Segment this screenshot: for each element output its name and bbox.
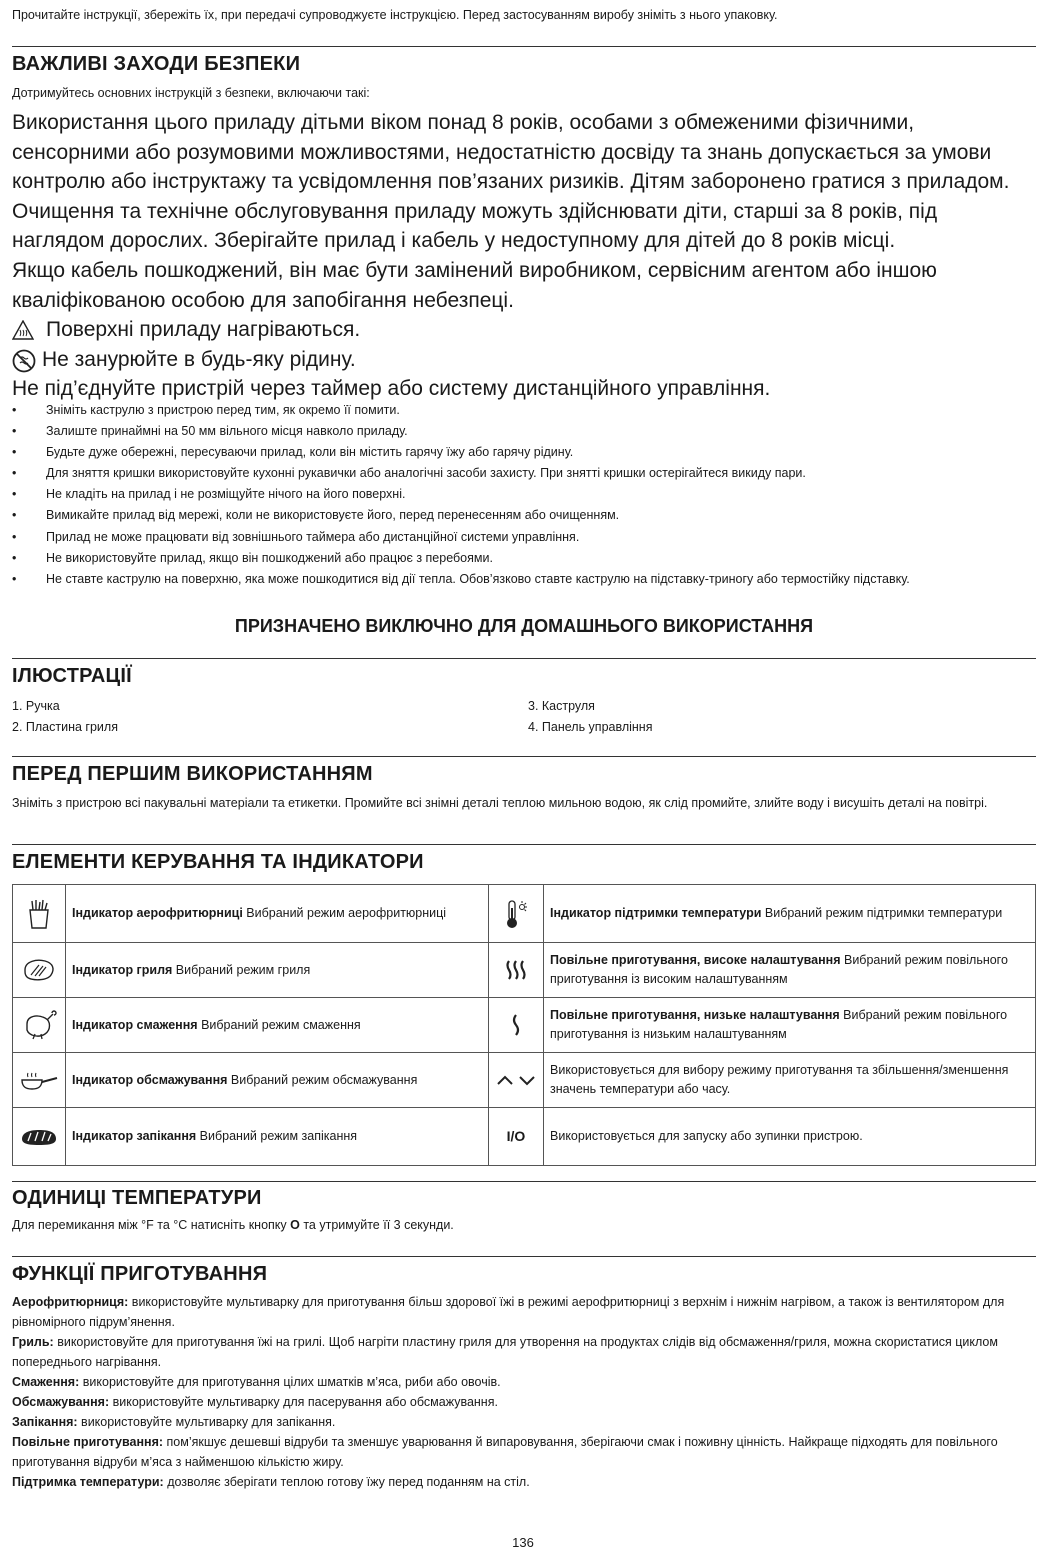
no-immerse-icon [12,349,36,373]
warning-line: Використання цього приладу дітьми віком понад 8 років, особами з обмеженими фізичними, [12,111,915,134]
divider [12,658,1036,659]
divider [12,1256,1036,1257]
frying-pan-icon [19,1068,59,1092]
safety-bullets [12,403,1036,593]
power-icon: I/O [506,1127,526,1144]
chicken-icon [21,1010,57,1040]
heat-low-icon [509,1012,523,1038]
before-use-text: Зніміть з пристрою всі пакувальні матеріали та етикетки. Промийте всі знімні деталі теплою мильною водою, як слід промийте, злийте воду і висушіть деталі на повітрі. [12,796,988,810]
table-cell [489,1108,544,1166]
list-item: • Будьте дуже обережні, пересуваючи прилад, коли він містить гарячу їжу або гарячу рідину. [12,445,574,460]
hot-surface-icon [12,320,34,340]
list-item: Гриль: використовуйте для приготування їжі на грилі. Щоб нагріти пластину гриля для утворення на продуктах слідів від обсмаження/гриля, можна скористатися циклом попереднього нагрівання. [12,1335,998,1369]
table-cell: Індикатор гриля Вибраний режим гриля [66,943,489,998]
illustrations-col-1 [12,696,118,738]
table-cell [13,1108,66,1166]
table-cell [13,943,66,998]
list-item: 2. Пластина гриля [12,720,118,734]
table-cell: Повільне приготування, низьке налаштування Вибраний режим повільного приготування із низьким налаштуванням [544,998,1036,1053]
safety-heading: ВАЖЛИВІ ЗАХОДИ БЕЗПЕКИ [12,53,301,75]
list-item: Смаження: використовуйте для приготування цілих шматків м’яса, риби або овочів. [12,1375,501,1389]
bread-icon [19,1127,59,1147]
list-item: • Не ставте каструлю на поверхню, яка може пошкодитися від дії тепла. Обов’язково ставте каструлю на підставку-триногу або термостійку підставку. [12,571,910,586]
o-button-label: O [290,1218,300,1232]
table-cell: Індикатор підтримки температури Вибраний режим підтримки температури [544,885,1036,943]
up-down-arrows-icon [495,1073,537,1087]
list-item: • Не використовуйте прилад, якщо він пошкоджений або працює з перебоями. [12,550,493,565]
intro-text: Прочитайте інструкції, збережіть їх, при передачі супроводжуєте інструкцією. Перед застосуванням виробу зніміть з нього упаковку. [12,8,778,22]
list-item: 4. Панель управління [528,720,653,734]
table-row [13,1053,1036,1108]
table-cell: Індикатор смаження Вибраний режим смаження [66,998,489,1053]
temp-units-text: Для перемикання між °F та °C натисніть кнопку O та утримуйте її 3 секунди. [12,1218,454,1232]
table-row [13,1108,1036,1166]
table-cell [489,998,544,1053]
list-item: • Не кладіть на прилад і не розміщуйте нічого на його поверхні. [12,487,406,502]
illustrations-heading: ІЛЮСТРАЦІЇ [12,665,132,687]
list-item: • Зніміть каструлю з пристрою перед тим, як окремо її помити. [12,403,400,417]
table-cell [13,1053,66,1108]
list-item: Повільне приготування: пом’якшує дешевші відруби та зменшує уварювання й випаровування, зберігаючи смак і поживну цінність. Найкраще підходять для повільного приготування відруби м’яса з найменшою кількістю жиру. [12,1435,998,1469]
table-cell [489,943,544,998]
table-cell [489,885,544,943]
table-cell [13,998,66,1053]
list-item: Аерофритюрниця: використовуйте мультиварку для приготування більш здорової їжі в режимі аерофритюрниці з верхнім і нижнім нагрівом, а також із вентилятором для рівномірного підрум’янення. [12,1295,1005,1329]
divider [12,844,1036,845]
divider [12,756,1036,757]
table-cell [13,885,66,943]
table-cell [489,1053,544,1108]
functions-heading: ФУНКЦІЇ ПРИГОТУВАННЯ [12,1263,268,1285]
table-cell: Використовується для запуску або зупинки пристрою. [544,1108,1036,1166]
list-item: Запікання: використовуйте мультиварку для запікання. [12,1415,336,1429]
no-timer-warning: Не під’єднуйте пристрій через таймер або систему дистанційного управління. [12,377,771,401]
safety-lead: Дотримуйтесь основних інструкцій з безпеки, включаючи такі: [12,86,370,100]
table-cell: Індикатор запікання Вибраний режим запікання [66,1108,489,1166]
thermometer-icon [503,898,529,930]
divider [12,46,1036,47]
warning-line: Очищення та технічне обслуговування приладу можуть здійснювати діти, старші за 8 років, під [12,199,938,223]
before-use-heading: ПЕРЕД ПЕРШИМ ВИКОРИСТАННЯМ [12,763,373,785]
hot-surface-warning: Поверхні приладу нагріваються. [12,315,1009,345]
warning-line: кваліфікованою особою для запобігання небезпеці. [12,288,514,312]
page-number: 136 [512,1535,534,1550]
list-item: 1. Ручка [12,699,60,713]
table-row [13,885,1036,943]
list-item: • Прилад не може працювати від зовнішнього таймера або дистанційної системи управління. [12,529,580,544]
warning-line: сенсорними або розумовими можливостями, недостатністю досвіду та знань допускається за умови [12,140,992,164]
no-immerse-warning: Не занурюйте в будь-яку рідину. [12,345,1009,375]
table-cell: Використовується для вибору режиму приготування та збільшення/зменшення значень температури або часу. [544,1053,1036,1108]
list-item: • Залиште принаймні на 50 мм вільного місця навколо приладу. [12,424,408,439]
functions-list [12,1292,1026,1492]
table-row [13,998,1036,1053]
temp-units-heading: ОДИНИЦІ ТЕМПЕРАТУРИ [12,1187,262,1209]
safety-warning [12,108,1009,404]
list-item: 3. Каструля [528,699,595,713]
domestic-use-heading: ПРИЗНАЧЕНО ВИКЛЮЧНО ДЛЯ ДОМАШНЬОГО ВИКОРИСТАННЯ [234,616,814,636]
table-cell: Повільне приготування, високе налаштування Вибраний режим повільного приготування із високим налаштуванням [544,943,1036,998]
warning-line: наглядом дорослих. Зберігайте прилад і кабель у недоступному для дітей до 8 років місці. [12,229,896,253]
warning-line: контролю або інструктажу та усвідомлення пов’язаних ризиків. Дітям заборонено гратися з приладом. [12,170,1010,194]
table-row [13,943,1036,998]
steak-icon [21,957,57,983]
controls-table [12,884,1036,1166]
fries-icon [24,898,54,930]
warning-line: Якщо кабель пошкоджений, він має бути замінений виробником, сервісним агентом або іншою [12,258,937,282]
illustrations-col-2 [528,696,652,738]
table-cell: Індикатор аерофритюрниці Вибраний режим аерофритюрниці [66,885,489,943]
list-item: • Вимикайте прилад від мережі, коли не використовуєте його, перед перенесенням або очищенням. [12,508,620,523]
list-item: Підтримка температури: дозволяє зберігати теплою готову їжу перед поданням на стіл. [12,1475,530,1489]
controls-heading: ЕЛЕМЕНТИ КЕРУВАННЯ ТА ІНДИКАТОРИ [12,851,424,873]
list-item: • Для зняття кришки використовуйте кухонні рукавички або аналогічні засоби захисту. При знятті кришки остерігайтеся викиду пари. [12,466,806,481]
heat-high-icon [504,958,528,982]
table-cell: Індикатор обсмажування Вибраний режим обсмажування [66,1053,489,1108]
list-item: Обсмажування: використовуйте мультиварку для пасерування або обсмажування. [12,1395,498,1409]
divider [12,1181,1036,1182]
